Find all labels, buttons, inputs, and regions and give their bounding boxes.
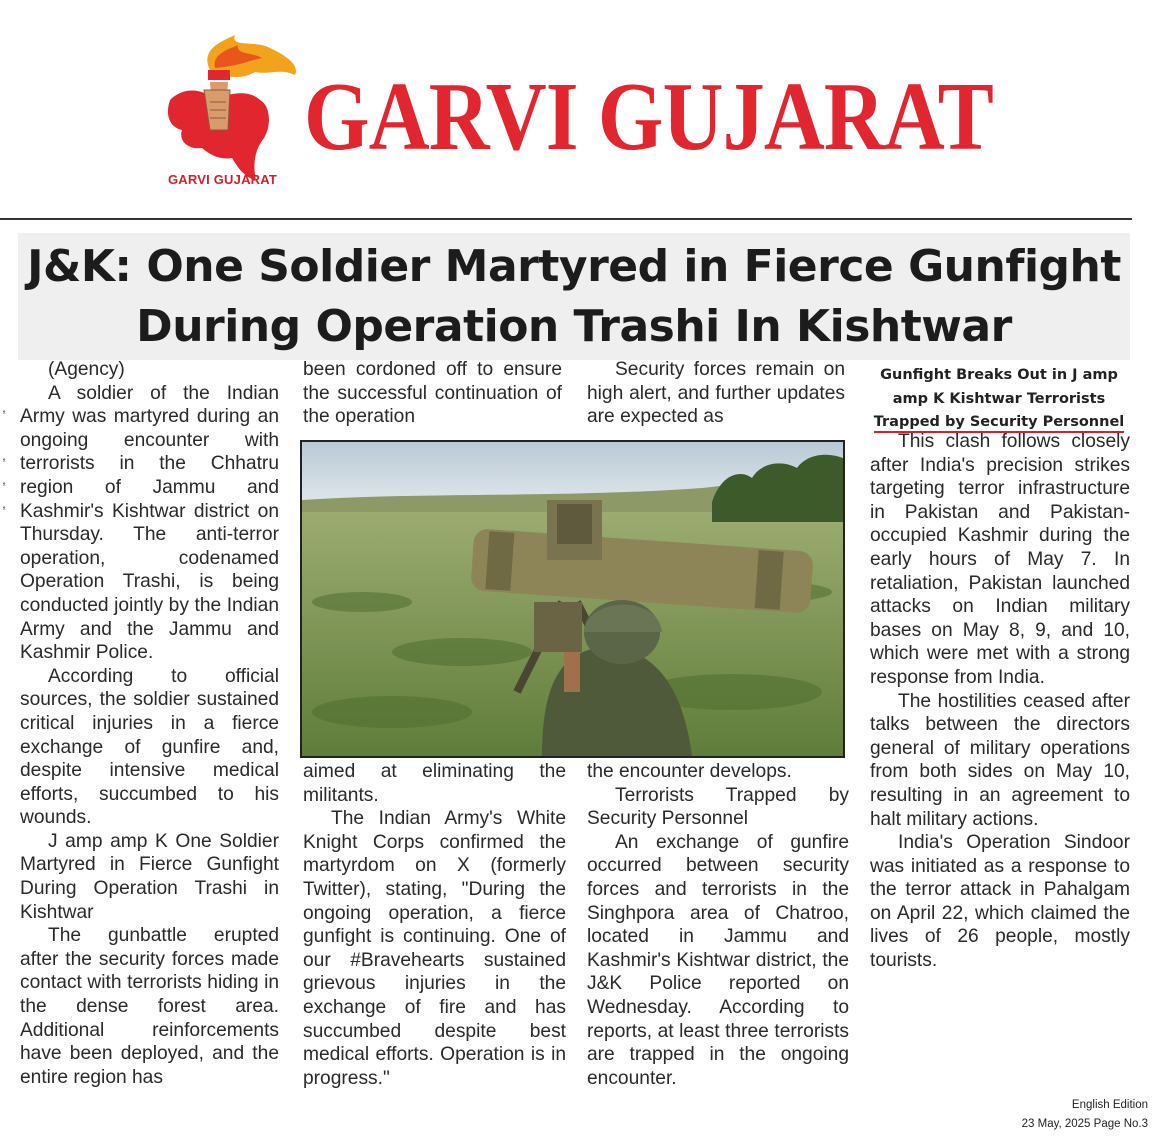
masthead-divider: [0, 218, 1132, 220]
article-column-1: [20, 358, 279, 1089]
paragraph: The Indian Army's White Knight Corps confirmed the martyrdom on X (formerly Twitter), stating, "During the ongoing operation, a fierce gunfight is continuing. One of our #Bravehearts sustained grievous injuries in the exchange of fire and has succumbed despite best medical efforts. Operation is in progress.": [303, 808, 566, 1089]
date-page-label: 23 May, 2025 Page No.3: [1021, 1118, 1148, 1130]
sidebar-heading-line-2: amp K Kishtwar Terrorists: [892, 390, 1106, 407]
paragraph: India's Operation Sindoor was initiated as a response to the terror attack in Pahalgam on April 22, which claimed the lives of 26 people, mostly tourists.: [870, 832, 1130, 972]
margin-marks: , , , ,: [2, 399, 6, 511]
paragraph: This clash follows closely after India's precision strikes targeting terror infrastructure in Pakistan and Pakistan-occupied Kashmir during the early hours of May 7. In retaliation, Pakistan launched attacks on Indian military bases on May 8, 9, and 10, which were met with a strong response from India.: [870, 431, 1130, 688]
article-column-3-top: [587, 358, 845, 429]
paragraph: The gunbattle erupted after the security forces made contact with terrorists hiding in the dense forest area. Additional reinforcements have been deployed, and the entire region has: [20, 925, 279, 1088]
paragraph: A soldier of the Indian Army was martyred during an ongoing encounter with terrorists in the Chhatru region of Jammu and Kashmir's Kishtwar district on Thursday. The anti-terror operation, codenamed Operation Trashi, is being conducted jointly by the Indian Army and the Jammu and Kashmir Police.: [20, 382, 279, 664]
article-headline: [18, 233, 1130, 360]
headline-line-2: During Operation Trashi In Kishtwar: [136, 301, 1012, 352]
paragraph: An exchange of gunfire occurred between security forces and terrorists in the Singhpora area of Chatroo, located in Jammu and Kashmir's Kishtwar district, the J&K Police reported on Wednesday. According to reports, at least three terrorists are trapped in the ongoing encounter.: [587, 831, 849, 1089]
paragraph: Security forces remain on high alert, and further updates are expected as: [587, 359, 845, 428]
sidebar-heading-line-3: Trapped by Security Personnel: [874, 414, 1125, 433]
article-column-2-bottom: [303, 760, 566, 1090]
paragraph: J amp amp K One Soldier Martyred in Fierce Gunfight During Operation Trashi in Kishtwar: [20, 830, 279, 923]
headline-line-1: J&K: One Soldier Martyred in Fierce Gunfight: [27, 241, 1121, 292]
article-column-3-bottom: [587, 760, 849, 1090]
paragraph: The hostilities ceased after talks between the directors general of military operations from both sides on May 10, resulting in an agreement to halt military actions.: [870, 690, 1130, 830]
newspaper-name: GARVI GUJARAT: [304, 63, 993, 171]
logo-emblem-icon: [160, 30, 310, 195]
article-photo: [300, 440, 845, 758]
edition-label: English Edition: [1071, 1099, 1148, 1111]
soldier-with-missile-launcher-image: [302, 442, 843, 756]
logo-caption: GARVI GUJARAT: [168, 172, 278, 187]
agency-credit: (Agency): [48, 359, 125, 380]
article-column-2-top: [303, 358, 562, 429]
sidebar-heading-line-1: Gunfight Breaks Out in J amp: [880, 367, 1118, 383]
paragraph: the encounter develops.: [587, 761, 792, 782]
masthead: [0, 0, 1156, 215]
paragraph: been cordoned off to ensure the successful continuation of the operation: [303, 359, 562, 428]
edition-info: [1022, 1096, 1148, 1134]
subheading: Terrorists Trapped by Security Personnel: [587, 784, 849, 830]
sidebar-heading: [868, 364, 1130, 435]
paragraph: aimed at eliminating the militants.: [303, 761, 566, 806]
paragraph: According to official sources, the soldier sustained critical injuries in a fierce exchange of gunfire and, despite intensive medical efforts, succumbed to his wounds.: [20, 665, 279, 829]
article-column-4: [870, 430, 1130, 973]
